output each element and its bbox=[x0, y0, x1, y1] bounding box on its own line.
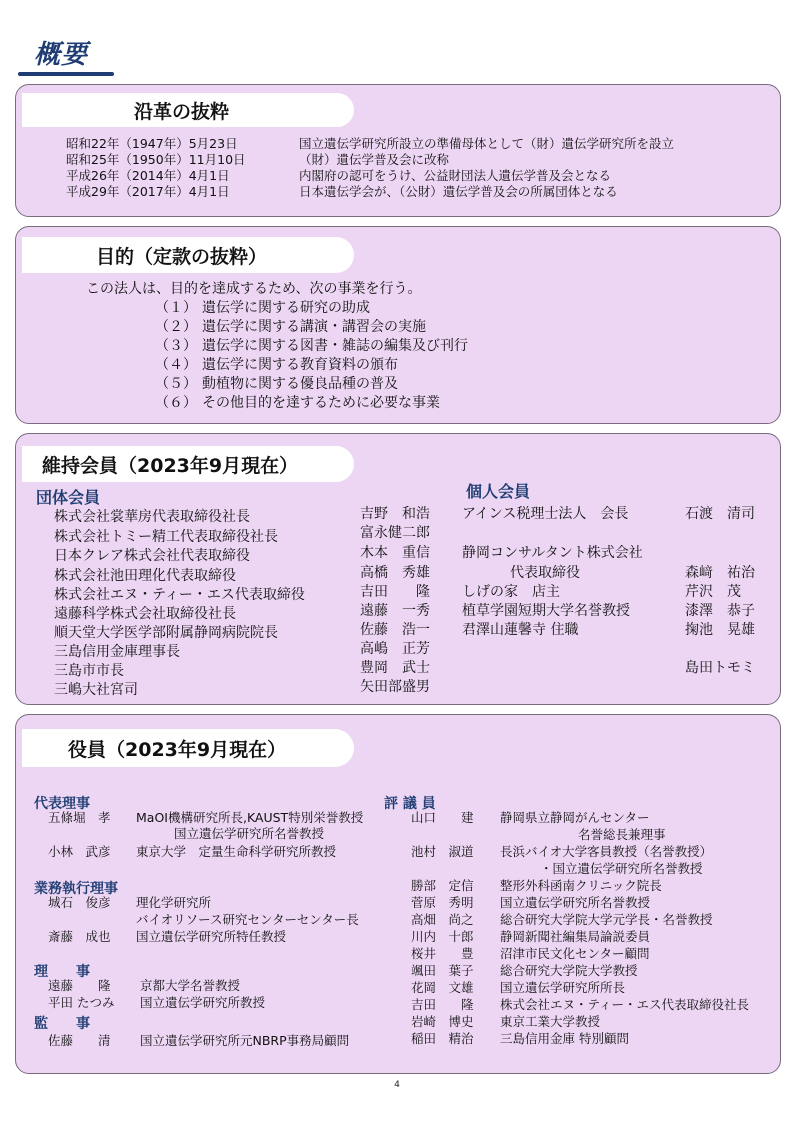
individual-member: 矢田部盛男 bbox=[360, 679, 430, 695]
history-text: 国立遺伝学研究所設立の準備母体として（財）遺伝学研究所を設立 bbox=[299, 136, 675, 151]
individual-title: アインス税理士法人 会長 bbox=[462, 506, 629, 522]
group-member: 株式会社トミー精工代表取締役社長 bbox=[54, 529, 278, 545]
individual-name: 石渡 清司 bbox=[685, 506, 755, 522]
officer-name: 城石 俊彦 bbox=[48, 895, 111, 910]
history-text: 日本遺伝学会が、（公財）遺伝学普及会の所属団体となる bbox=[299, 184, 618, 199]
councilor-title: 静岡新聞社編集局論説委員 bbox=[500, 929, 651, 944]
councilor-name: 川内 十郎 bbox=[411, 929, 474, 944]
title-underline bbox=[18, 72, 114, 76]
individual-member: 高嶋 正芳 bbox=[360, 641, 430, 657]
councilor-name: 吉田 隆 bbox=[411, 997, 474, 1012]
councilor-title: 国立遺伝学研究所所長 bbox=[500, 980, 626, 995]
group-member: 株式会社裳華房代表取締役社長 bbox=[54, 509, 250, 525]
individual-member: 富永健二郎 bbox=[360, 525, 430, 541]
officers-heading: 役員（2023年9月現在） bbox=[22, 729, 354, 767]
officer-title: 京都大学名誉教授 bbox=[140, 978, 241, 993]
councilor-title: 株式会社エヌ・ティー・エス代表取締役社長 bbox=[500, 997, 750, 1012]
purpose-item-text: 遺伝学に関する図書・雑誌の編集及び刊行 bbox=[202, 338, 468, 354]
councilor-title: ・国立遺伝学研究所名誉教授 bbox=[540, 861, 703, 876]
individual-member: 木本 重信 bbox=[360, 545, 430, 561]
officer-name: 小林 武彦 bbox=[48, 844, 111, 859]
councilor-name: 菅原 秀明 bbox=[411, 895, 474, 910]
history-section bbox=[15, 84, 781, 217]
individual-title: 君澤山蓮馨寺 住職 bbox=[462, 622, 579, 638]
officer-name: 平田 たつみ bbox=[48, 995, 115, 1010]
members-heading: 維持会員（2023年9月現在） bbox=[22, 446, 354, 482]
individual-title: しげの家 店主 bbox=[462, 584, 560, 600]
auditor-label: 監 事 bbox=[34, 1016, 90, 1032]
officers-section bbox=[15, 714, 781, 1074]
councilor-title: 総合研究大学院大学元学長・名誉教授 bbox=[500, 912, 713, 927]
purpose-heading: 目的（定款の抜粋） bbox=[22, 237, 354, 273]
purpose-item-num: （２） bbox=[155, 319, 197, 335]
councilor-name: 池村 淑道 bbox=[411, 844, 474, 859]
director-label: 理 事 bbox=[34, 964, 90, 980]
officer-name: 佐藤 清 bbox=[48, 1033, 111, 1048]
group-member: 三島市市長 bbox=[54, 663, 124, 679]
individual-members-label: 個人会員 bbox=[466, 482, 531, 501]
individual-member: 遠藤 一秀 bbox=[360, 603, 430, 619]
officer-title: MaOI機構研究所長,KAUST特別栄誉教授 bbox=[136, 810, 364, 825]
councilor-title: 整形外科函南クリニック院長 bbox=[500, 878, 662, 893]
councilor-name: 勝部 定信 bbox=[411, 878, 474, 893]
purpose-item-text: 遺伝学に関する講演・講習会の実施 bbox=[202, 319, 426, 335]
councilor-title: 沼津市民文化センター顧問 bbox=[500, 946, 650, 961]
councilor-name: 花岡 文雄 bbox=[411, 980, 474, 995]
councilor-name: 高畑 尚之 bbox=[411, 912, 474, 927]
history-text: 内閣府の認可をうけ、公益財団法人遺伝学普及会となる bbox=[299, 168, 612, 183]
councilor-name: 颯田 葉子 bbox=[411, 963, 474, 978]
page-title: 概要 bbox=[34, 40, 89, 70]
purpose-item-text: 遺伝学に関する教育資料の頒布 bbox=[202, 357, 398, 373]
officer-title: バイオリソース研究センターセンター長 bbox=[136, 912, 359, 927]
councilor-title: 国立遺伝学研究所名誉教授 bbox=[500, 895, 651, 910]
purpose-item-num: （６） bbox=[155, 395, 197, 411]
executive-label: 業務執行理事 bbox=[34, 881, 118, 897]
group-members-label: 団体会員 bbox=[36, 488, 101, 507]
individual-member: 吉田 隆 bbox=[360, 584, 430, 600]
councilor-name: 桜井 豊 bbox=[411, 946, 474, 961]
officer-title: 国立遺伝学研究所教授 bbox=[140, 995, 266, 1010]
group-member: 三嶋大社宮司 bbox=[54, 682, 138, 698]
councilor-title: 静岡県立静岡がんセンター bbox=[500, 810, 650, 825]
councilor-title: 名誉総長兼理事 bbox=[578, 827, 666, 842]
councilor-title: 東京工業大学教授 bbox=[500, 1014, 601, 1029]
purpose-item-text: その他目的を達するために必要な事業 bbox=[202, 395, 440, 411]
purpose-section bbox=[15, 226, 781, 424]
councilor-title: 三島信用金庫 特別顧問 bbox=[500, 1031, 629, 1046]
group-member: 順天堂大学医学部附属静岡病院院長 bbox=[54, 625, 278, 641]
officer-title: 東京大学 定量生命科学研究所教授 bbox=[136, 844, 337, 859]
individual-member: 吉野 和浩 bbox=[360, 506, 430, 522]
group-member: 株式会社池田理化代表取締役 bbox=[54, 568, 236, 584]
officer-name: 五條堀 孝 bbox=[48, 810, 111, 825]
history-date: 昭和22年（1947年）5月23日 bbox=[66, 136, 238, 151]
group-member: 遠藤科学株式会社取締役社長 bbox=[54, 606, 236, 622]
individual-name: 島田トモミ bbox=[685, 660, 755, 676]
chair-label: 代表理事 bbox=[34, 796, 90, 812]
councilor-name: 山口 建 bbox=[411, 810, 474, 825]
purpose-item-num: （５） bbox=[155, 376, 197, 392]
councilor-name: 岩崎 博史 bbox=[411, 1014, 474, 1029]
page-number: 4 bbox=[394, 1080, 400, 1090]
individual-title: 静岡コンサルタント株式会社 bbox=[462, 545, 643, 561]
officer-name: 遠藤 隆 bbox=[48, 978, 111, 993]
individual-member: 高橋 秀雄 bbox=[360, 565, 430, 581]
history-date: 平成26年（2014年）4月1日 bbox=[66, 168, 230, 183]
individual-member: 豊岡 武士 bbox=[360, 660, 430, 676]
members-section bbox=[15, 433, 781, 705]
officer-title: 理化学研究所 bbox=[136, 895, 212, 910]
individual-name: 掬池 晃雄 bbox=[685, 622, 755, 638]
individual-name: 森﨑 祐治 bbox=[685, 565, 755, 581]
history-date: 平成29年（2017年）4月1日 bbox=[66, 184, 230, 199]
individual-title: 代表取締役 bbox=[510, 565, 580, 581]
history-text: （財）遺伝学普及会に改称 bbox=[299, 152, 450, 167]
group-member: 株式会社エヌ・ティー・エス代表取締役 bbox=[54, 587, 305, 603]
purpose-intro: この法人は、目的を達成するため、次の事業を行う。 bbox=[86, 281, 422, 297]
individual-member: 佐藤 浩一 bbox=[360, 622, 430, 638]
individual-title: 植草学園短期大学名誉教授 bbox=[462, 603, 630, 619]
officer-title: 国立遺伝学研究所特任教授 bbox=[136, 929, 287, 944]
history-date: 昭和25年（1950年）11月10日 bbox=[66, 152, 246, 167]
officer-name: 斎藤 成也 bbox=[48, 929, 111, 944]
purpose-item-num: （３） bbox=[155, 338, 197, 354]
group-member: 日本クレア株式会社代表取締役 bbox=[54, 548, 250, 564]
purpose-item-text: 動植物に関する優良品種の普及 bbox=[202, 376, 398, 392]
councilor-title: 長浜バイオ大学客員教授（名誉教授） bbox=[500, 844, 713, 859]
purpose-item-text: 遺伝学に関する研究の助成 bbox=[202, 300, 370, 316]
purpose-item-num: （４） bbox=[155, 357, 197, 373]
group-member: 三島信用金庫理事長 bbox=[54, 644, 180, 660]
purpose-item-num: （１） bbox=[155, 300, 197, 316]
individual-name: 芹沢 茂 bbox=[685, 584, 741, 600]
officer-title: 国立遺伝学研究所元NBRP事務局顧問 bbox=[140, 1033, 350, 1048]
individual-name: 漆澤 恭子 bbox=[685, 603, 755, 619]
history-heading: 沿革の抜粋 bbox=[22, 93, 354, 127]
councilor-name: 稲田 精治 bbox=[411, 1031, 474, 1046]
officer-title: 国立遺伝学研究所名誉教授 bbox=[174, 826, 325, 841]
councilor-label: 評 議 員 bbox=[384, 796, 436, 812]
councilor-title: 総合研究大学院大学教授 bbox=[500, 963, 638, 978]
